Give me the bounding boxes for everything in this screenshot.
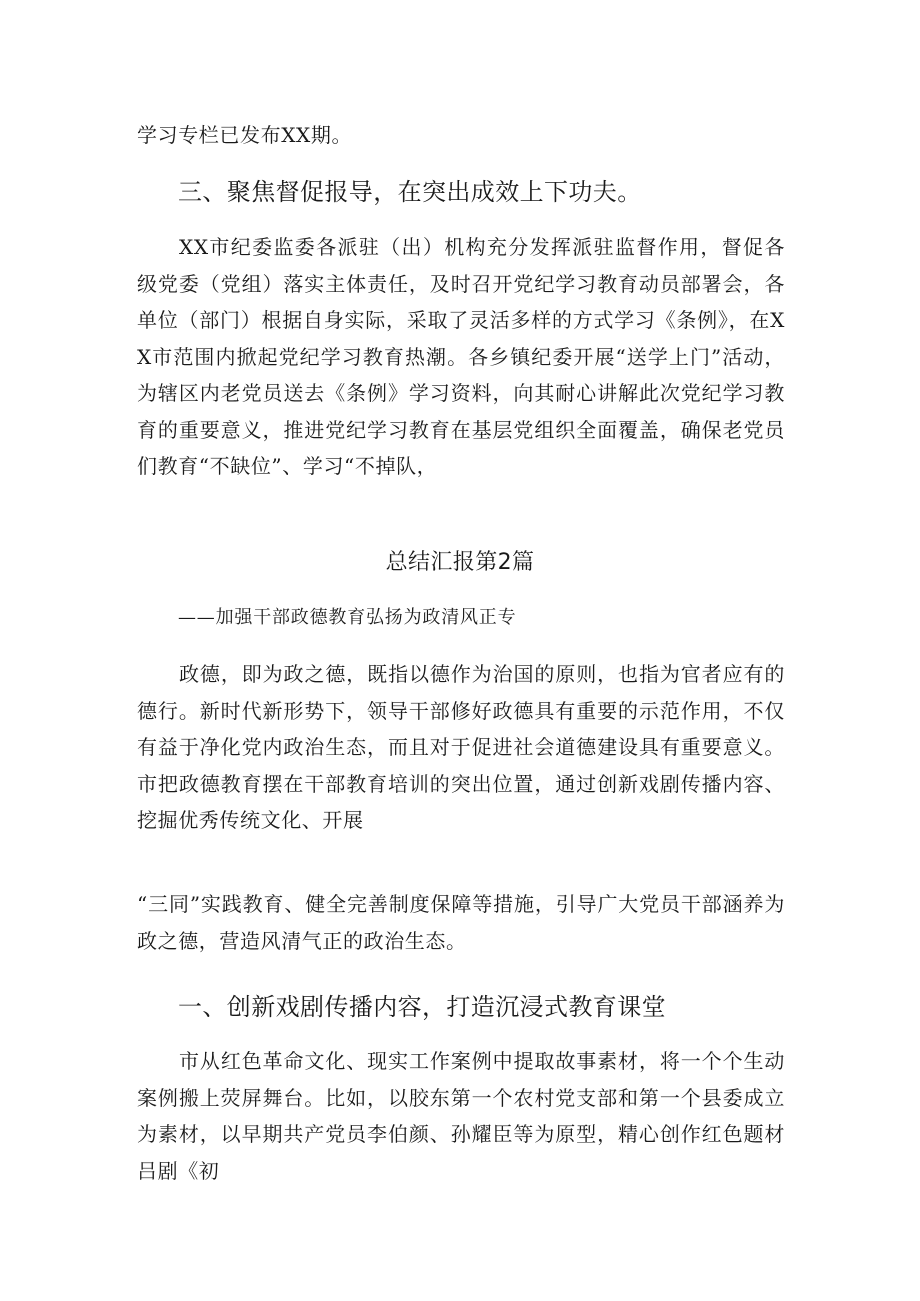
section-three-body: XX市纪委监委各派驻（出）机构充分发挥派驻监督作用，督促各级党委（党组）落实主体责任，及时召开党纪学习教育动员部署会，各单位（部门）根据自身实际，采取了灵活多样的方式学习《条例》，在XX市范围内掀起党纪学习教育热潮。各乡镇纪委开展“送学上门”活动，为辖区内老党员送去《条例》学习资料，向其耐心讲解此次党纪学习教育的重要意义，推进党纪学习教育在基层党组织全面覆盖，确保老党员们教育“不缺位”、学习“不掉队，: [137, 235, 785, 478]
article-subtitle: ——加强干部政德教育弘扬为政清风正专: [178, 607, 517, 628]
article-title: 总结汇报第2篇: [385, 550, 535, 575]
section-one-heading: 一、创新戏剧传播内容，打造沉浸式教育课堂: [178, 993, 666, 1021]
intro-paragraph-2: “三同”实践教育、健全完善制度保障等措施，引导广大党员干部涵养为政之德，营造风清气正的政治生态。: [137, 892, 785, 953]
section-three-heading: 三、聚焦督促报导，在突出成效上下功夫。: [178, 178, 642, 206]
intro-paragraph-1: 政德，即为政之德，既指以德作为治国的原则，也指为官者应有的德行。新时代新形势下，领导干部修好政德具有重要的示范作用，不仅有益于净化党内政治生态，而且对于促进社会道德建设具有重要意义。市把政德教育摆在干部教育培训的突出位置，通过创新戏剧传播内容、挖掘优秀传统文化、开展: [137, 662, 785, 832]
section-one-body: 市从红色革命文化、现实工作案例中提取故事素材，将一个个生动案例搬上荧屏舞台。比如，以胶东第一个农村党支部和第一个县委成立为素材，以早期共产党员李伯颜、孙耀臣等为原型，精心创作红色题材吕剧《初: [137, 1049, 785, 1183]
continued-paragraph: 学习专栏已发布XX期。: [137, 123, 353, 147]
